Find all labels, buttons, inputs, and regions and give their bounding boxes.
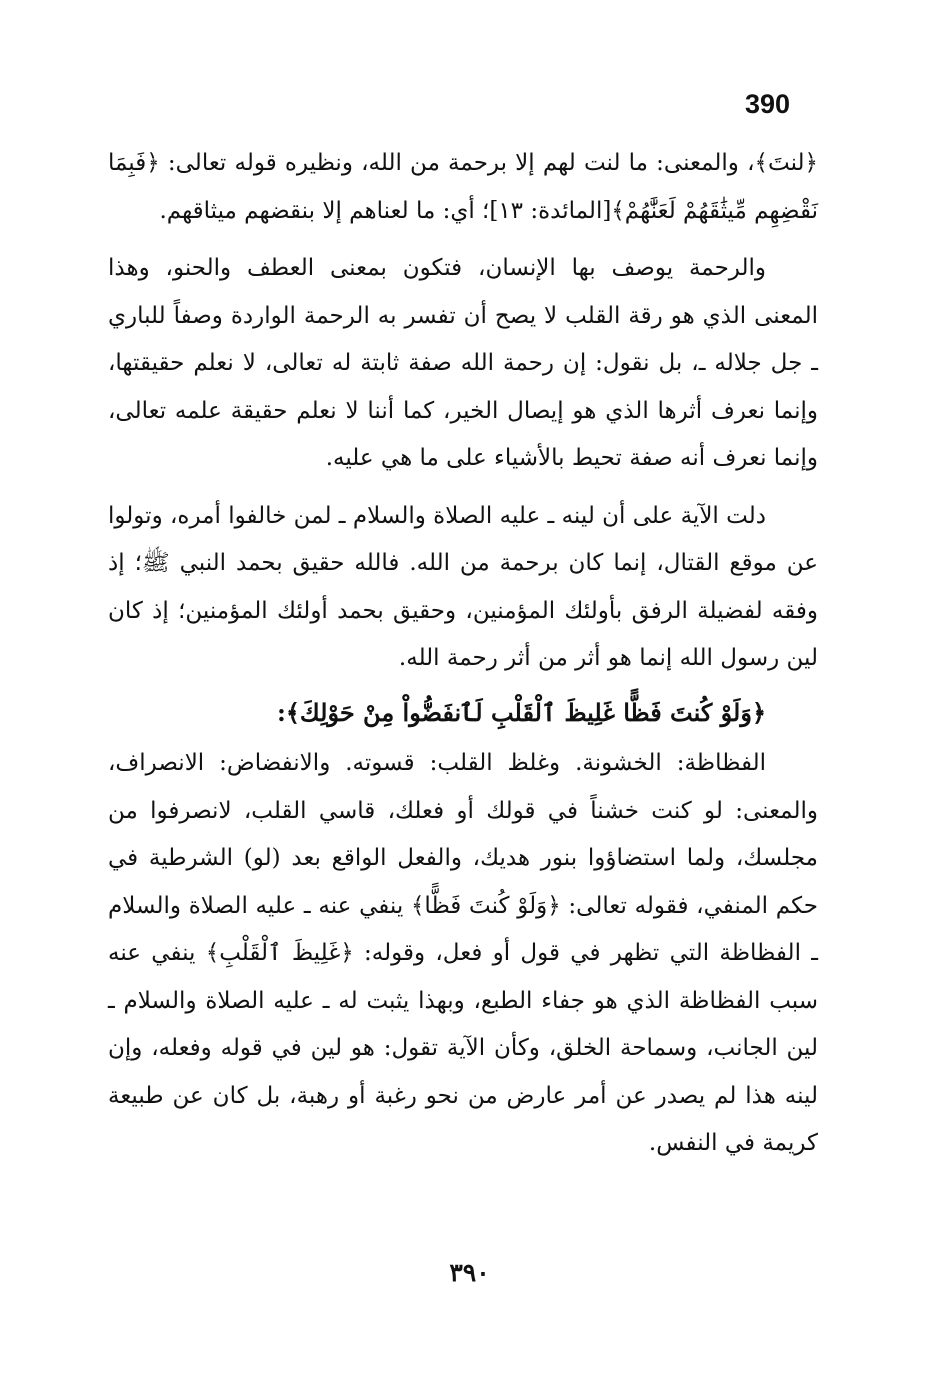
paragraph-harshness: الفظاظة: الخشونة. وغلظ القلب: قسوته. والانفضاض: الانصراف، والمعنى: لو كنت خشناً في قولك أو فعلك، قاسي القلب، لانصرفوا من مجلسك، ولما استضاؤوا بنور هديك، والفعل الواقع بعد (لو) الشرطية في حكم المنفي، فقوله تعالى: ﴿وَلَوْ كُنتَ فَظًّا﴾ ينفي عنه ـ عليه الصلاة والسلام ـ الفظاظة التي تظهر في قول أو فعل، وقوله: ﴿غَلِيظَ ٱلْقَلْبِ﴾ ينفي عنه سبب الفظاظة الذي هو جفاء الطبع، وبهذا يثبت له ـ عليه الصلاة والسلام ـ لين الجانب، وسماحة الخلق، وكأن الآية تقول: هو لين في قوله وفعله، وإن لينه هذا لم يصدر عن أمر عارض من نحو رغبة أو رهبة، بل كان عن طبيعة كريمة في النفس. <box>108 750 818 1156</box>
page-number-top: 390 <box>745 89 791 119</box>
paragraph-verse-meaning: دلت الآية على أن لينه ـ عليه الصلاة والسلام ـ لمن خالفوا أمره، وتولوا عن موقع القتال، إنما كان برحمة من الله. فالله حقيق بحمد النبي ﷺ؛ إذ وفقه لفضيلة الرفق بأولئك المؤمنين، وحقيق بحمد أولئك المؤمنين؛ إذ كان لين رسول الله إنما هو أثر من أثر رحمة الله. <box>108 502 818 671</box>
page-number-bottom: ٣٩٠ <box>449 1258 490 1287</box>
paragraph-mercy: والرحمة يوصف بها الإنسان، فتكون بمعنى العطف والحنو، وهذا المعنى الذي هو رقة القلب لا يصح أن تفسر به الرحمة الواردة وصفاً للباري ـ جل جلاله ـ، بل نقول: إن رحمة الله صفة ثابتة له تعالى، لا نعلم حقيقتها، وإنما نعرف أثرها الذي هو إيصال الخير، كما أننا لا نعلم حقيقة علمه تعالى، وإنما نعرف أنه صفة تحيط بالأشياء على ما هي عليه. <box>108 255 818 471</box>
page-body <box>108 140 818 1168</box>
verse-heading: ﴿وَلَوْ كُنتَ فَظًّا غَلِيظَ ٱلْقَلْبِ لَٱنفَضُّواْ مِنْ حَوْلِكَ﴾: <box>277 697 766 727</box>
paragraph-continuation: ﴿لنتَ﴾، والمعنى: ما لنت لهم إلا برحمة من الله، ونظيره قوله تعالى: ﴿فَبِمَا نَقْضِهِم مِّيثَٰقَهُمْ لَعَنَّٰهُمْ﴾[المائدة: ١٣]؛ أي: ما لعناهم إلا بنقضهم ميثاقهم. <box>108 150 818 224</box>
